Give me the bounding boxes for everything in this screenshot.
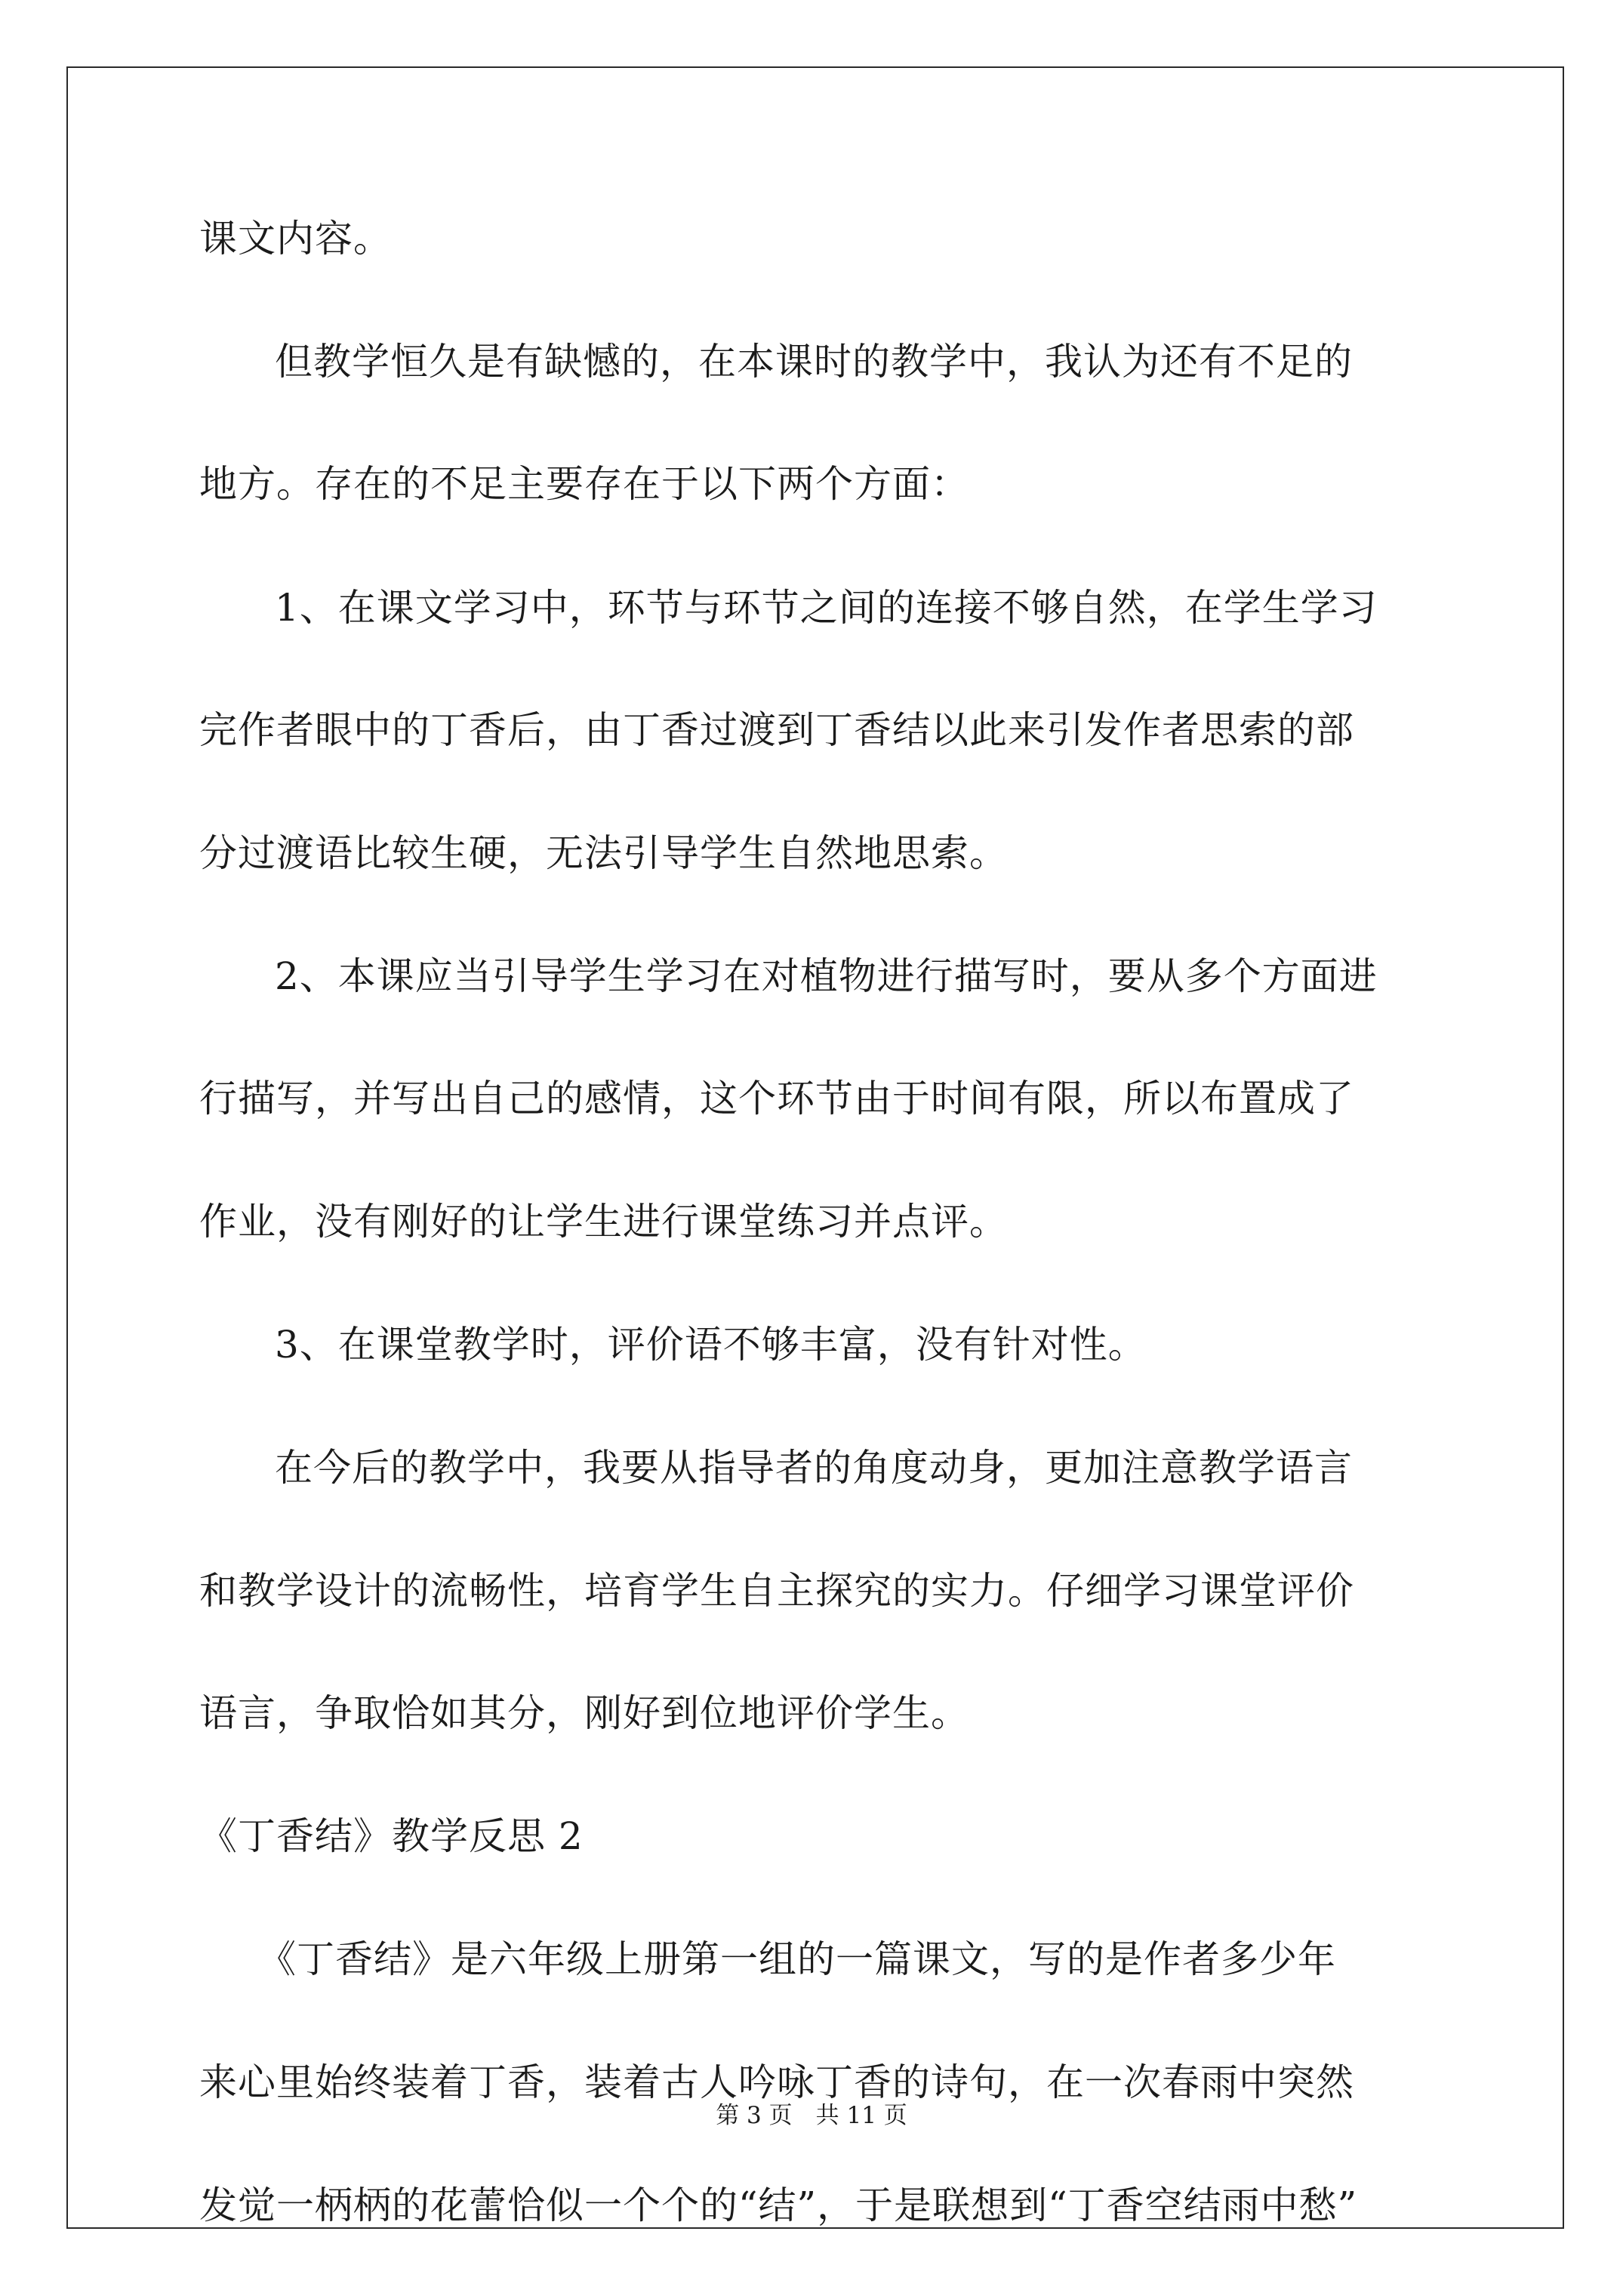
text-line: 作业，没有刚好的让学生进行课堂练习并点评。 [199,1200,1008,1244]
paragraph-line: 但教学恒久是有缺憾的，在本课时的教学中，我认为还有不足的 [275,340,1353,384]
text-line: 行描写，并写出自己的感情，这个环节由于时间有限，所以布置成了 [199,1077,1354,1120]
list-item-1-line: 1、在课文学习中，环节与环节之间的连接不够自然，在学生学习 [275,586,1378,630]
section-heading: 《丁香结》教学反思 2 [199,1814,584,1858]
text-line: 地方。存在的不足主要存在于以下两个方面： [199,462,969,506]
text-line: 和教学设计的流畅性，培育学生自主探究的实力。仔细学习课堂评价 [199,1569,1354,1613]
paragraph-line: 《丁香结》是六年级上册第一组的一篇课文，写的是作者多少年 [258,1937,1336,1981]
text-line: 发觉一柄柄的花蕾恰似一个个的“结”，于是联想到“丁香空结雨中愁” [199,2184,1358,2227]
text-line: 分过渡语比较生硬，无法引导学生自然地思索。 [199,831,1008,875]
page-number-footer: 第 3 页 共 11 页 [716,2102,907,2129]
text-line: 课文内容。 [199,217,392,260]
text-line: 完作者眼中的丁香后，由丁香过渡到丁香结以此来引发作者思索的部 [199,708,1354,752]
text-line: 来心里始终装着丁香，装着古人吟咏丁香的诗句，在一次春雨中突然 [199,2060,1354,2104]
text-line: 语言，争取恰如其分，刚好到位地评价学生。 [199,1691,969,1735]
list-item-3-line: 3、在课堂教学时，评价语不够丰富，没有针对性。 [275,1323,1147,1367]
paragraph-line: 在今后的教学中，我要从指导者的角度动身，更加注意教学语言 [275,1446,1353,1490]
list-item-2-line: 2、本课应当引导学生学习在对植物进行描写时，要从多个方面进 [275,954,1378,998]
